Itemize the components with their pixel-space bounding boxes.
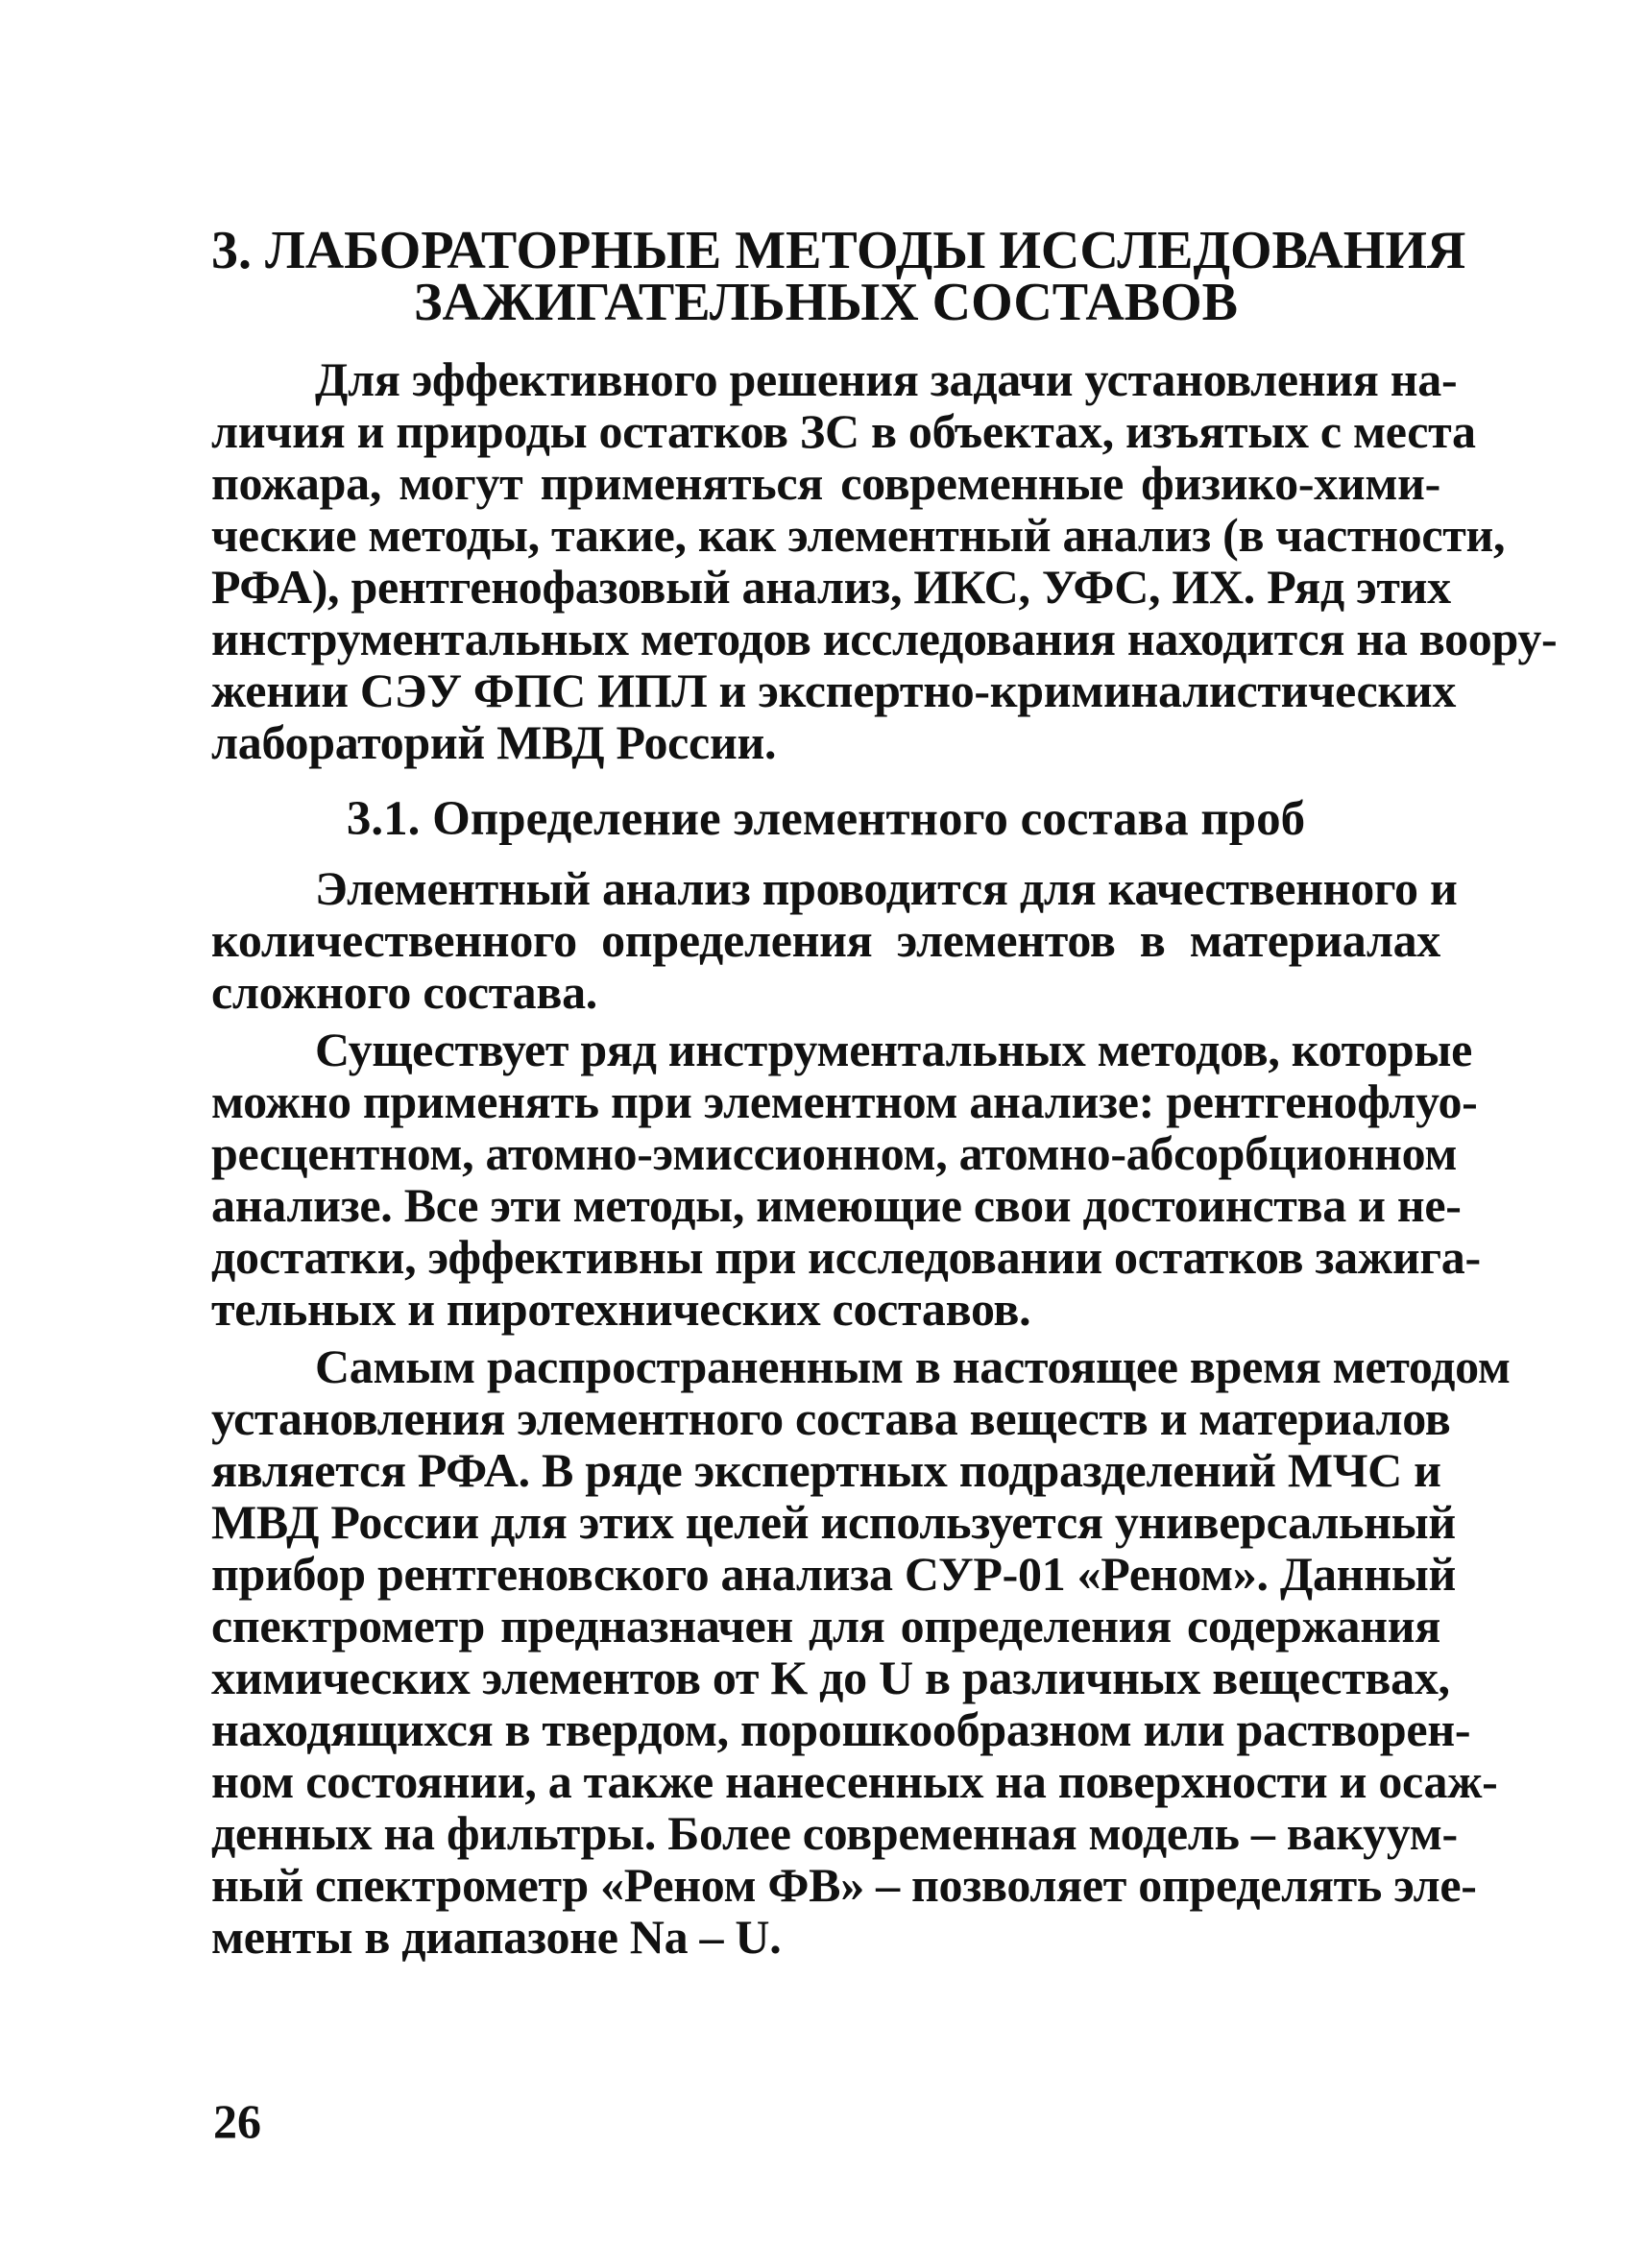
paragraph-line: ресцентном, атомно-эмиссионном, атомно-абсорбционном xyxy=(211,1126,1458,1180)
intro-line: личия и природы остатков ЗС в объектах, изъятых с места xyxy=(211,404,1476,458)
paragraph-line: установления элементного состава веществ и материалов xyxy=(211,1391,1451,1445)
intro-line: ческие методы, такие, как элементный анализ (в частности, xyxy=(211,508,1506,562)
paragraph-line: денных на фильтры. Более современная модель – вакуум- xyxy=(211,1806,1458,1860)
paragraph-line: менты в диапазоне Na – U. xyxy=(211,1910,782,1964)
paragraph-line: сложного состава. xyxy=(211,965,597,1019)
intro-line: Для эффективного решения задачи установления на- xyxy=(315,352,1458,406)
paragraph-line: Существует ряд инструментальных методов, которые xyxy=(315,1023,1473,1076)
section-title: 3.1. Определение элементного состава проб xyxy=(346,792,1306,846)
paragraph-line: можно применять при элементном анализе: рентгенофлуо- xyxy=(211,1074,1478,1128)
paragraph-line: МВД России для этих целей используется универсальный xyxy=(211,1495,1456,1549)
intro-line: инструментальных методов исследования находится на воору- xyxy=(211,612,1558,665)
intro-line: лабораторий МВД России. xyxy=(211,715,777,769)
paragraph-line: количественного определения элементов в материалах xyxy=(211,913,1440,967)
paragraph-line: достатки, эффективны при исследовании остатков зажига- xyxy=(211,1230,1481,1284)
intro-line: пожара, могут применяться современные физико-хими- xyxy=(211,456,1440,510)
paragraph-line: Элементный анализ проводится для качественного и xyxy=(315,861,1458,915)
paragraph-line: находящихся в твердом, порошкообразном или растворен- xyxy=(211,1702,1471,1756)
intro-line: РФА), рентгенофазовый анализ, ИКС, УФС, ИХ. Ряд этих xyxy=(211,560,1451,614)
paragraph-line: спектрометр предназначен для определения содержания xyxy=(211,1599,1440,1653)
page-number: 26 xyxy=(213,2094,261,2148)
paragraph-line: тельных и пиротехнических составов. xyxy=(211,1282,1031,1336)
paragraph-line: ном состоянии, а также нанесенных на поверхности и осаж- xyxy=(211,1754,1498,1808)
paragraph-line: ный спектрометр «Реном ФВ» – позволяет определять эле- xyxy=(211,1858,1477,1912)
intro-line: жении СЭУ ФПС ИПЛ и экспертно-криминалистических xyxy=(211,664,1457,717)
paragraph-line: Самым распространенным в настоящее время методом xyxy=(315,1339,1511,1393)
paragraph-line: химических элементов от K до U в различных веществах, xyxy=(211,1651,1450,1704)
paragraph-line: анализе. Все эти методы, имеющие свои достоинства и не- xyxy=(211,1178,1462,1232)
chapter-title-line-2: ЗАЖИГАТЕЛЬНЫХ СОСТАВОВ xyxy=(413,273,1239,332)
paragraph-line: является РФА. В ряде экспертных подразделений МЧС и xyxy=(211,1443,1441,1497)
chapter-title-line-1: 3. ЛАБОРАТОРНЫЕ МЕТОДЫ ИССЛЕДОВАНИЯ xyxy=(211,221,1466,280)
paragraph-line: прибор рентгеновского анализа СУР-01 «Реном». Данный xyxy=(211,1547,1456,1601)
